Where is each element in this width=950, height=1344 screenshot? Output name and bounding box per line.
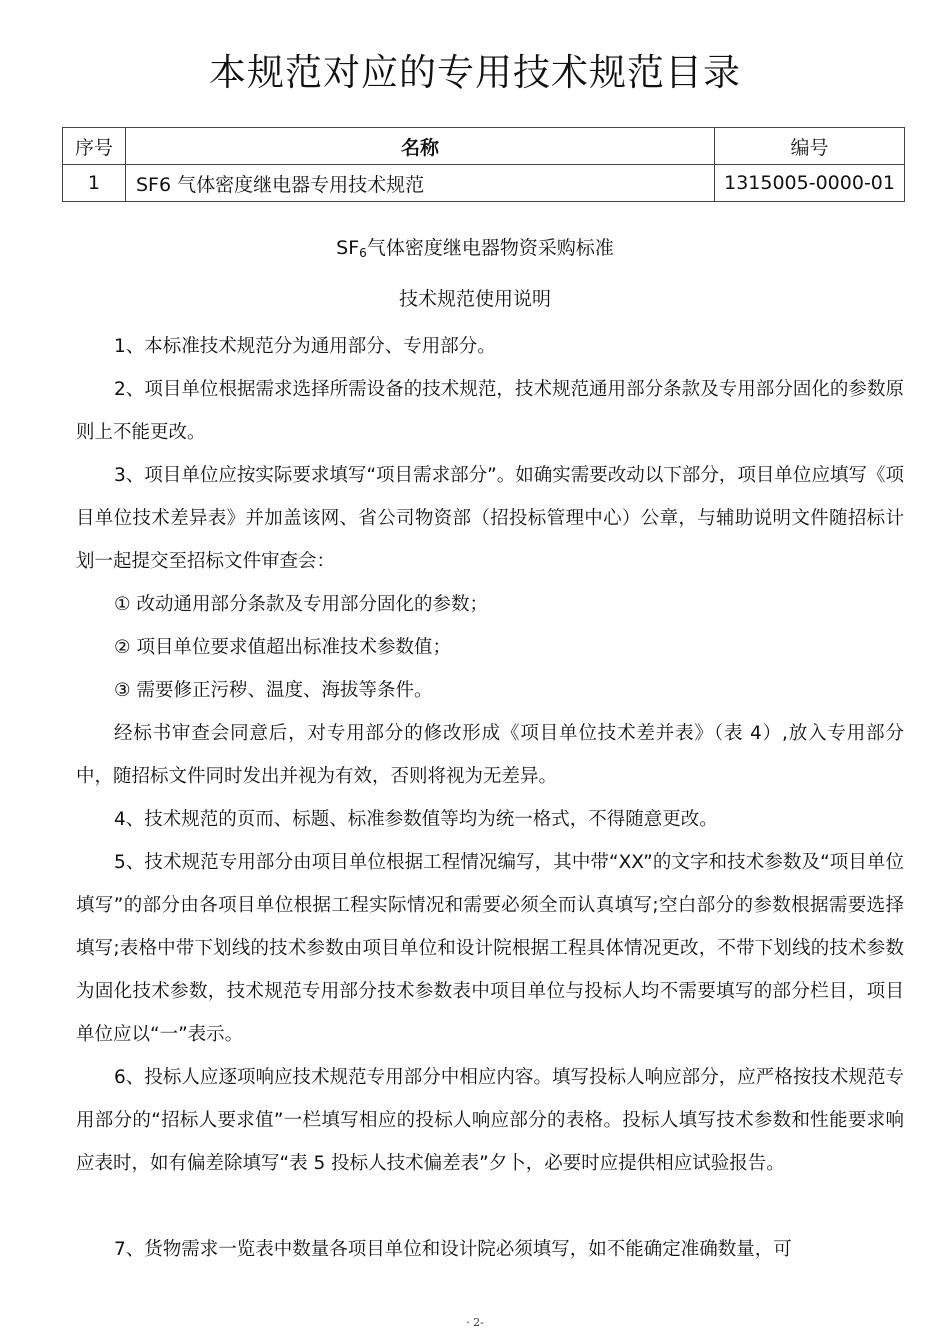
heading-suffix: 气体密度继电器物资采购标准 bbox=[366, 237, 614, 259]
list-item-3: ③ 需要修正污秽、温度、海拔等条件。 bbox=[114, 680, 433, 701]
header-name: 名称 bbox=[125, 128, 714, 165]
paragraph-6: 5、技术规范专用部分由项目单位根据工程情况编写，其中带“XX”的文字和技术参数及“项目单位填写”的部分由各项目单位根据工程实际情况和需要必须全而认真填写;空白部分的参数根据需要选择填写;表格中带下划线的技术参数由项目单位和设计院根据工程具体情况更改，不带下划线的技术参数为固化技术参数，技术规范专用部分技术参数表中项目单位与投标人均不需要填写的部分栏目，项目单位应以“一”表示。 bbox=[76, 852, 904, 1045]
header-index: 序号 bbox=[63, 128, 126, 165]
paragraph-2: 2、项目单位根据需求选择所需设备的技术规范，技术规范通用部分条款及专用部分固化的参数原则上不能更改。 bbox=[76, 379, 904, 443]
header-code: 编号 bbox=[715, 128, 905, 165]
catalog-table bbox=[62, 127, 905, 202]
cell-code: 1315005-0000-01 bbox=[715, 165, 905, 202]
page-title: 本规范对应的专用技术规范目录 bbox=[209, 51, 741, 94]
paragraph-3: 3、项目单位应按实际要求填写“项目需求部分”。如确实需要改动以下部分，项目单位应填写《项目单位技术差异表》并加盖该网、省公司物资部（招投标管理中心）公章，与辅助说明文件随招标计划一起提交至招标文件审查会： bbox=[76, 465, 904, 572]
cell-name: SF6 气体密度继电器专用技术规范 bbox=[125, 165, 714, 202]
section-heading: 技术规范使用说明 bbox=[398, 288, 551, 310]
paragraph-4: 经标书审查会同意后，对专用部分的修改形成《项目单位技术差并表》（表 4）,放入专用部分中，随招标文件同时发出并视为有效，否则将视为无差异。 bbox=[76, 723, 904, 787]
table-header-row bbox=[63, 128, 905, 165]
list-item-1: ① 改动通用部分条款及专用部分固化的参数； bbox=[114, 594, 488, 615]
page-number: · 2- bbox=[466, 1316, 484, 1329]
heading-prefix: SF bbox=[336, 237, 360, 259]
paragraph-1: 1、本标准技术规范分为通用部分、专用部分。 bbox=[114, 336, 496, 357]
cell-index: 1 bbox=[63, 165, 126, 202]
paragraph-5: 4、技术规范的页而、标题、标准参数值等均为统一格式，不得随意更改。 bbox=[114, 809, 718, 830]
table-row bbox=[63, 165, 905, 202]
paragraph-8: 7、货物需求一览表中数量各项目单位和设计院必须填写，如不能确定准确数量，可 bbox=[114, 1239, 792, 1260]
paragraph-7: 6、投标人应逐项响应技术规范专用部分中相应内容。填写投标人响应部分，应严格按技术规范专用部分的“招标人要求值”一栏填写相应的投标人响应部分的表格。投标人填写技术参数和性能要求响应表时，如有偏差除填写“表 5 投标人技术偏差表”夕卜，必要时应提供相应试验报告。 bbox=[76, 1067, 904, 1174]
list-item-2: ② 项目单位要求值超出标准技术参数值； bbox=[114, 637, 451, 658]
heading-subscript: 6 bbox=[359, 246, 367, 260]
document-heading bbox=[0, 234, 950, 267]
